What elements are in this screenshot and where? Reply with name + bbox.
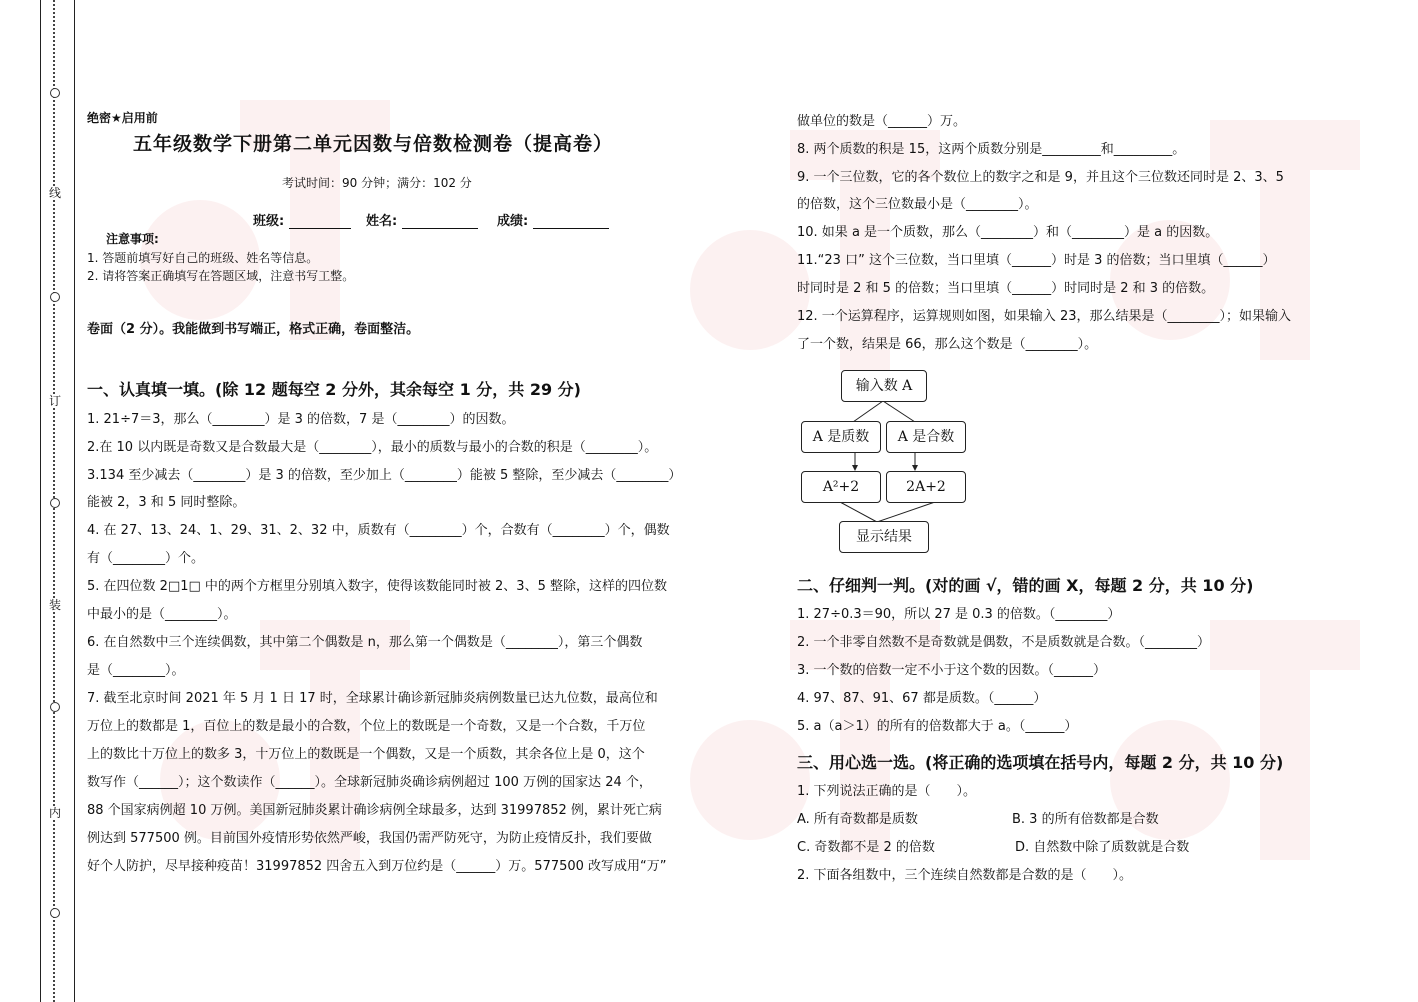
notes-heading: 注意事项: [106, 232, 159, 246]
option-b: B. 3 的所有倍数都是合数 [1012, 812, 1159, 827]
question-line: 上的数比十万位上的数多 3，十万位上的数既是一个偶数，又是一个质数，其余各位上是 0，这个 [87, 747, 645, 762]
flowchart-op-composite-box: 2A+2 [886, 471, 966, 503]
question-line: 4. 在 27、13、24、1、29、31、2、32 中，质数有（________）个，合数有（________）个，偶数 [87, 523, 670, 538]
question-line: 1. 21÷7＝3，那么（________）是 3 的倍数，7 是（________）的因数。 [87, 412, 515, 427]
name-label: 姓名: [366, 214, 398, 229]
question-line: 5. a（a＞1）的所有的倍数都大于 a。（______） [797, 719, 1078, 734]
question-line: 4. 97、87、91、67 都是质数。（______） [797, 691, 1047, 706]
question-line: 1. 27÷0.3＝90，所以 27 是 0.3 的倍数。（________） [797, 607, 1121, 622]
question-line: 例达到 577500 例。目前国外疫情形势依然严峻，我国仍需严防死守，为防止疫情反扑，我们要做 [87, 831, 652, 846]
binding-char-xian: 线 [49, 186, 62, 200]
question-line: 8. 两个质数的积是 15，这两个质数分别是_________和_________。 [797, 142, 1186, 157]
note-item: 1. 答题前填写好自己的班级、姓名等信息。 [87, 251, 319, 265]
question-line: 的倍数，这个三位数最小是（________）。 [797, 197, 1038, 212]
class-field[interactable] [253, 210, 351, 229]
question-line: 时同时是 2 和 5 的倍数；当口里填（______）时同时是 2 和 3 的倍数。 [797, 281, 1215, 296]
binding-char-nei: 内 [49, 806, 62, 820]
question-line: 88 个国家病例超 10 万例。美国新冠肺炎累计确诊病例全球最多，达到 31997852 例，累计死亡病 [87, 803, 662, 818]
secret-label: 绝密★启用前 [87, 111, 158, 125]
question-line: 能被 2，3 和 5 同时整除。 [87, 495, 246, 510]
question-line: 3. 一个数的倍数一定不小于这个数的因数。（______） [797, 663, 1107, 678]
name-blank[interactable] [402, 214, 478, 229]
binding-hole-icon [50, 292, 60, 302]
score-label: 成绩: [497, 214, 529, 229]
question-line: 10. 如果 a 是一个质数，那么（________）和（________）是 a 的因数。 [797, 225, 1219, 240]
binding-hole-icon [50, 88, 60, 98]
question-line: 2.在 10 以内既是奇数又是合数最大是（________），最小的质数与最小的合数的积是（________）。 [87, 440, 658, 455]
binding-hole-icon [50, 908, 60, 918]
question-line: 做单位的数是（______）万。 [797, 114, 967, 129]
question-line: 1. 下列说法正确的是（ ）。 [797, 784, 977, 799]
flowchart-output-box: 显示结果 [839, 521, 929, 553]
flowchart-op-prime-box: A²+2 [801, 471, 881, 503]
score-field[interactable] [497, 210, 609, 229]
name-field[interactable] [366, 210, 478, 229]
note-item: 2. 请将答案正确填写在答题区域，注意书写工整。 [87, 269, 355, 283]
option-a: A. 所有奇数都是质数 [797, 812, 918, 827]
binding-outer-line [40, 0, 41, 1002]
section2-heading: 二、仔细判一判。(对的画 √，错的画 X，每题 2 分，共 10 分) [797, 576, 1254, 595]
score-blank[interactable] [533, 214, 609, 229]
question-line: 万位上的数都是 1，百位上的数是最小的合数，个位上的数既是一个奇数，又是一个合数，千万位 [87, 719, 646, 734]
page-title: 五年级数学下册第二单元因数与倍数检测卷（提高卷） [133, 133, 614, 155]
question-line: 2. 一个非零自然数不是奇数就是偶数，不是质数就是合数。（________） [797, 635, 1211, 650]
binding-char-zhuang: 装 [49, 598, 62, 612]
question-line: 了一个数，结果是 66，那么这个数是（________）。 [797, 337, 1098, 352]
binding-char-ding: 订 [49, 394, 62, 408]
option-d: D. 自然数中除了质数就是合数 [1015, 840, 1190, 855]
question-line: 9. 一个三位数，它的各个数位上的数字之和是 9，并且这个三位数还同时是 2、3、5 [797, 170, 1284, 185]
class-blank[interactable] [289, 214, 351, 229]
binding-margin-line [74, 0, 75, 1002]
flowchart-prime-box: A 是质数 [801, 421, 881, 453]
option-c: C. 奇数都不是 2 的倍数 [797, 840, 935, 855]
binding-hole-icon [50, 498, 60, 508]
question-line: 数写作（______）；这个数读作（______）。全球新冠肺炎确诊病例超过 100 万例的国家达 24 个， [87, 775, 652, 790]
question-line: 好个人防护，尽早接种疫苗！31997852 四舍五入到万位约是（______）万。577500 改写成用“万” [87, 859, 667, 874]
question-line: 3.134 至少减去（________）是 3 的倍数，至少加上（________）能被 5 整除，至少减去（________） [87, 468, 682, 483]
neatness-note: 卷面（2 分）。我能做到书写端正，格式正确，卷面整洁。 [87, 322, 420, 337]
flowchart-composite-box: A 是合数 [886, 421, 966, 453]
section1-heading: 一、认真填一填。(除 12 题每空 2 分外，其余每空 1 分，共 29 分) [87, 380, 581, 399]
question-line: 有（________）个。 [87, 551, 205, 566]
question-line: 是（________）。 [87, 663, 185, 678]
exam-info: 考试时间：90 分钟；满分：102 分 [282, 176, 472, 190]
section3-heading: 三、用心选一选。(将正确的选项填在括号内，每题 2 分，共 10 分) [797, 753, 1284, 772]
question-line: 11.“23 口” 这个三位数，当口里填（______）时是 3 的倍数；当口里填（______） [797, 253, 1276, 268]
question-line: 12. 一个运算程序，运算规则如图，如果输入 23，那么结果是（________）；如果输入 [797, 309, 1291, 324]
class-label: 班级: [253, 214, 285, 229]
question-line: 5. 在四位数 2□1□ 中的两个方框里分别填入数字，使得该数能同时被 2、3、5 整除，这样的四位数 [87, 579, 667, 594]
flowchart-input-box: 输入数 A [841, 370, 927, 402]
question-line: 2. 下面各组数中，三个连续自然数都是合数的是（ ）。 [797, 868, 1133, 883]
question-line: 中最小的是（________）。 [87, 607, 237, 622]
binding-hole-icon [50, 702, 60, 712]
question-line: 7. 截至北京时间 2021 年 5 月 1 日 17 时，全球累计确诊新冠肺炎病例数量已达九位数，最高位和 [87, 691, 658, 706]
question-line: 6. 在自然数中三个连续偶数，其中第二个偶数是 n，那么第一个偶数是（________），第三个偶数 [87, 635, 643, 650]
